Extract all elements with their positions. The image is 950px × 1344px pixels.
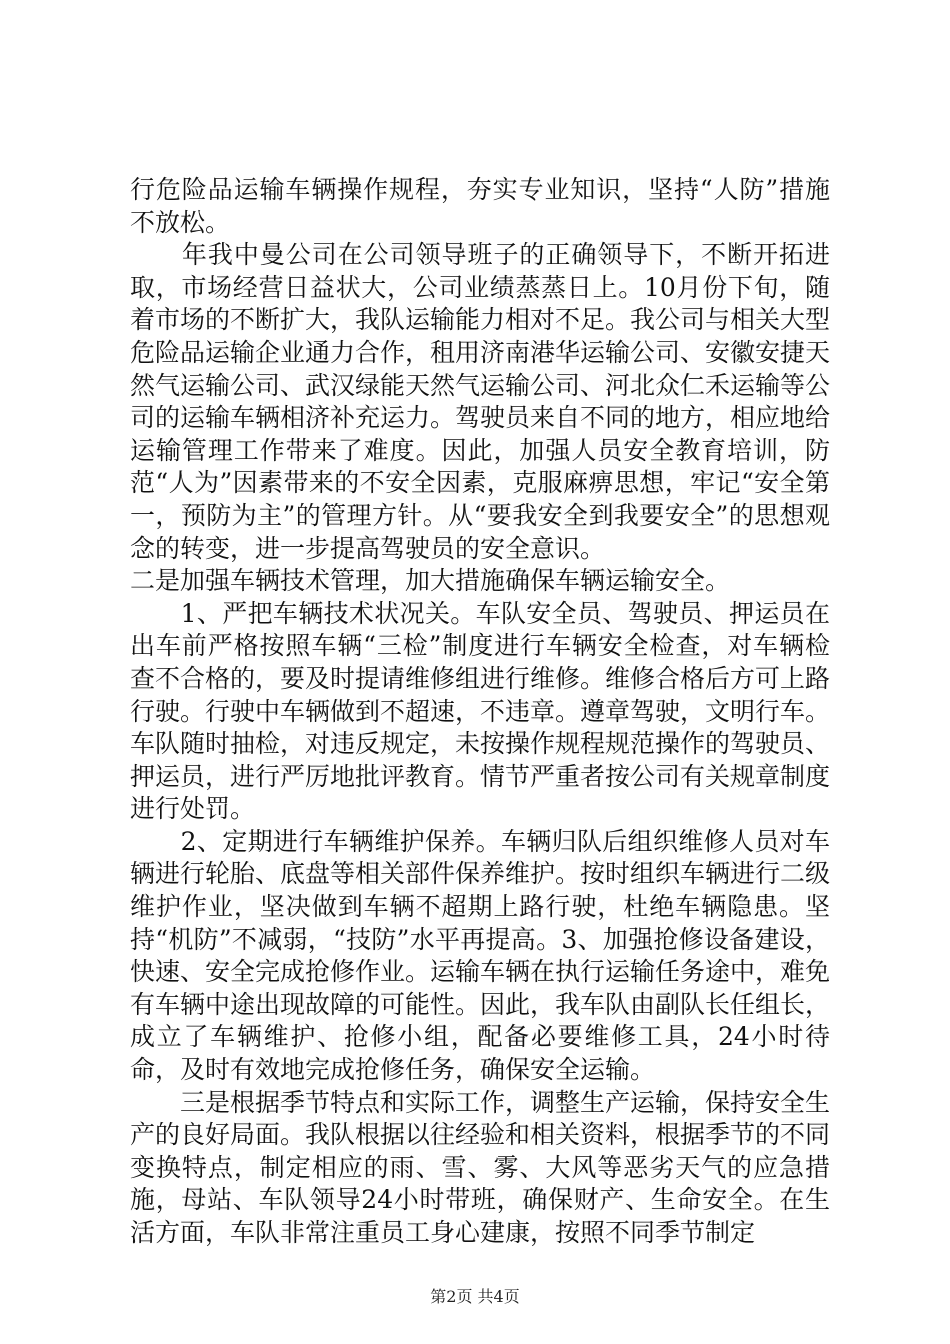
paragraph-2: 年我中曼公司在公司领导班子的正确领导下，不断开拓进取，市场经营日益状大，公司业绩蒸蒸日上。10月份下旬，随着市场的不断扩大，我队运输能力相对不足。我公司与相关大型危险品运输企业通力合作，租用济南港华运输公司、安徽安捷天然气运输公司、武汉绿能天然气运输公司、河北众仁禾运输等公司的运输车辆相济补充运力。驾驶员来自不同的地方，相应地给运输管理工作带来了难度。因此，加强人员安全教育培训，防范“人为”因素带来的不安全因素，克服麻痹思想，牢记“安全第一，预防为主”的管理方针。从“要我安全到我要安全”的思想观念的转变，进一步提高驾驶员的安全意识。: [130, 240, 831, 563]
paragraph-6: 三是根据季节特点和实际工作，调整生产运输，保持安全生产的良好局面。我队根据以往经验和相关资料，根据季节的不同变换特点，制定相应的雨、雪、雾、大风等恶劣天气的应急措施，母站、车队领导24小时带班，确保财产、生命安全。在生活方面，车队非常注重员工身心建康，按照不同季节制定: [130, 1087, 831, 1247]
paragraph-3: 二是加强车辆技术管理，加大措施确保车辆运输安全。: [130, 566, 731, 596]
document-body: [130, 174, 830, 1250]
paragraph-1: 行危险品运输车辆操作规程，夯实专业知识，坚持“人防”措施不放松。: [130, 175, 830, 237]
page-number-footer: 第2页 共4页: [430, 1287, 520, 1306]
paragraph-4: 1、严把车辆技术状况关。车队安全员、驾驶员、押运员在出车前严格按照车辆“三检”制度进行车辆安全检查，对车辆检查不合格的，要及时提请维修组进行维修。维修合格后方可上路行驶。行驶中车辆做到不超速，不违章。遵章驾驶，文明行车。车队随时抽检，对违反规定，未按操作规程规范操作的驾驶员、押运员，进行严厉地批评教育。情节严重者按公司有关规章制度进行处罚。: [130, 598, 831, 824]
paragraph-5: 2、定期进行车辆维护保养。车辆归队后组织维修人员对车辆进行轮胎、底盘等相关部件保养维护。按时组织车辆进行二级维护作业，坚决做到车辆不超期上路行驶，杜绝车辆隐患。坚持“机防”不减弱，“技防”水平再提高。3、加强抢修设备建设，快速、安全完成抢修作业。运输车辆在执行运输任务途中，难免有车辆中途出现故障的可能性。因此，我车队由副队长任组长，成立了车辆维护、抢修小组，配备必要维修工具，24小时待命，及时有效地完成抢修任务，确保安全运输。: [130, 826, 831, 1085]
